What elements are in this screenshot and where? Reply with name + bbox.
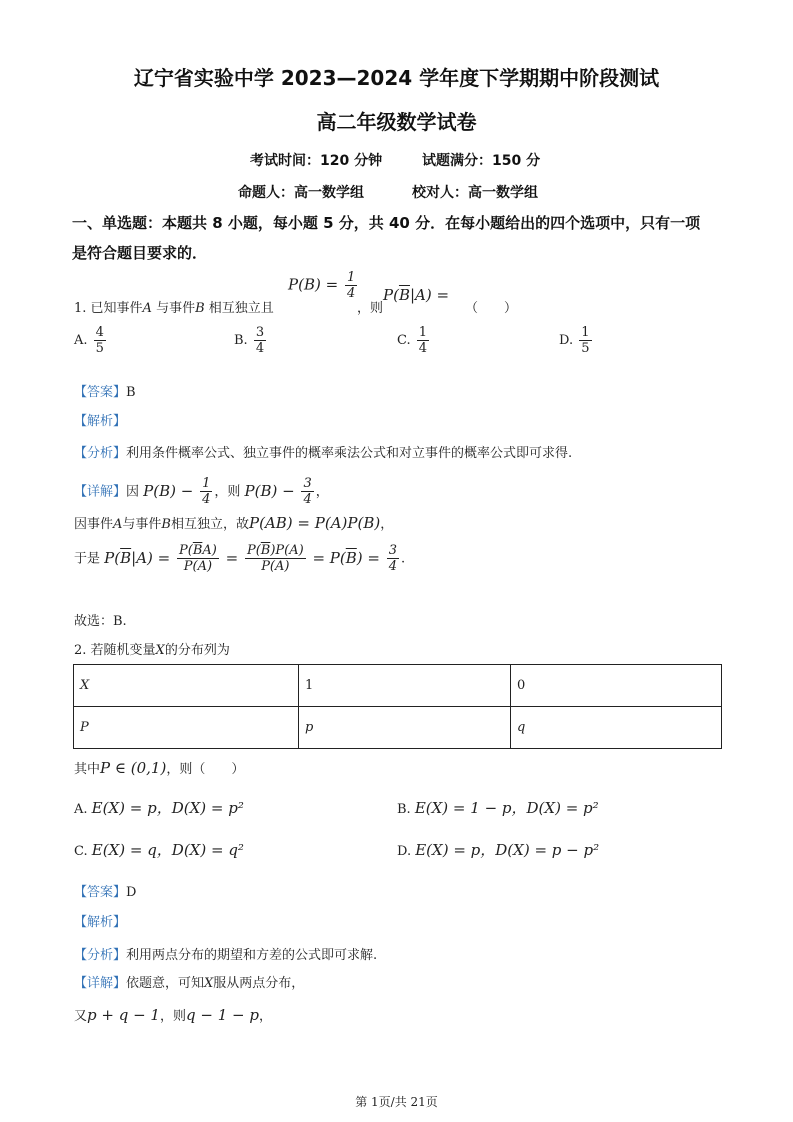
q1-option-a-den: 5: [95, 341, 104, 356]
q1-stem-text: 1. 已知事件: [74, 301, 143, 316]
q2-fenxi-text: 利用两点分布的期望和方差的公式即可求解.: [126, 948, 378, 963]
q1-detail1-pre: 因: [126, 484, 140, 500]
q1-analysis-tag: 【解析】: [74, 414, 127, 429]
table-row: [74, 665, 722, 707]
full-score: 试题满分：150 分: [422, 153, 541, 169]
q2-option-a-label: A.: [74, 802, 88, 817]
q1-option-a-num: 4: [95, 325, 104, 340]
table-cell: q: [511, 707, 722, 749]
q1-xiangjie-tag: 【详解】: [74, 484, 127, 500]
q2-option-c-label: C.: [74, 844, 88, 859]
reviewer: 校对人：高一数学组: [412, 185, 538, 201]
q2-cond-pre: 其中: [74, 762, 101, 777]
q2-detail-line2: 又p + q − 1，则q − 1 − p，: [74, 1006, 272, 1024]
q2-option-b[interactable]: B. E(X) = 1 − p，D(X) = p²: [397, 799, 599, 817]
exam-time: 考试时间：120 分钟: [250, 153, 383, 169]
q2-cond-tail: ，则（ ）: [166, 762, 245, 777]
document-subtitle: 高二年级数学试卷: [316, 110, 477, 134]
q1-then: ，则: [357, 301, 384, 316]
q1-paren: （ ）: [465, 301, 518, 316]
q2-option-d[interactable]: D. E(X) = p，D(X) = p − p²: [397, 841, 600, 859]
page-number: 第 1页/共 21页: [355, 1095, 438, 1109]
q1-option-c-den: 4: [418, 341, 428, 356]
q1-stem: [74, 297, 274, 316]
q2-xiangjie-tag: 【详解】: [74, 976, 127, 991]
q2-option-d-label: D.: [397, 844, 412, 859]
q2-option-b-label: B.: [397, 802, 411, 817]
q2-detail1-tail: 服从两点分布，: [213, 976, 305, 991]
q1-stem-mid: 与事件: [156, 301, 196, 316]
q2-var: X: [155, 643, 165, 658]
section-intro-line2: 是符合题目要求的．: [72, 244, 208, 262]
q2-option-a[interactable]: A. E(X) = p，D(X) = p²: [74, 799, 244, 817]
q1-answer-value: B: [126, 385, 136, 400]
q2-analysis-tag: 【解析】: [74, 915, 127, 930]
q1-option-a-label: A.: [74, 333, 88, 348]
q2-condition: 其中P ∈ (0,1)，则（ ）: [74, 759, 245, 777]
table-row: [74, 707, 722, 749]
q1-option-c-label: C.: [397, 333, 411, 348]
q2-detail2-pre: 又: [74, 1009, 88, 1024]
q1-query-formula: $P(\overline{B}|A)$ =: [383, 286, 450, 304]
q1-option-b-num: 3: [255, 325, 265, 340]
q1-conclusion: 故选：B.: [74, 614, 127, 629]
q1-detail3-pre: 于是: [74, 551, 101, 567]
q1-var-a: A: [142, 301, 152, 316]
q1-fenxi: [74, 442, 572, 461]
q2-answer-value: D: [126, 885, 137, 900]
section-intro-line1: 一、单选题：本题共 8 小题，每小题 5 分，共 40 分．在每小题给出的四个选项中，只有一项: [72, 214, 701, 232]
q1-given-formula: P(B) = $\frac{1}{4}$: [288, 270, 356, 301]
q1-detail2-b: 与事件: [122, 517, 162, 532]
q1-var-b: B: [195, 301, 205, 316]
q1-option-b-label: B.: [234, 333, 248, 348]
q1-stem-tail: 相互独立且: [208, 301, 274, 316]
q2-option-c[interactable]: C. E(X) = q，D(X) = q²: [74, 841, 244, 859]
table-cell: P: [74, 707, 299, 749]
q2-distribution-table: [73, 664, 722, 749]
q2-detail-line1: 【详解】依题意，可知X服从两点分布，: [74, 976, 305, 991]
q2-answer: [74, 881, 136, 900]
q2-detail1-text: 依题意，可知: [126, 976, 205, 991]
author: 命题人：高一数学组: [238, 185, 364, 201]
document-title: 辽宁省实验中学 2023—2024 学年度下学期期中阶段测试: [133, 66, 660, 90]
table-cell: 0: [511, 665, 722, 707]
q1-answer-tag: 【答案】: [74, 385, 127, 400]
q1-option-c[interactable]: [397, 325, 431, 356]
q1-option-b-den: 4: [255, 341, 265, 356]
q2-stem-text: 2. 若随机变量: [74, 643, 156, 658]
q1-option-d[interactable]: [559, 325, 594, 356]
q2-stem: [74, 639, 230, 658]
q1-option-d-num: 1: [581, 325, 590, 340]
q1-option-d-den: 5: [581, 341, 590, 356]
table-cell: 1: [299, 665, 511, 707]
table-cell: p: [299, 707, 511, 749]
q1-option-a[interactable]: [74, 325, 108, 356]
q1-fenxi-text: 利用条件概率公式、独立事件的概率乘法公式和对立事件的概率公式即可求得.: [126, 446, 573, 461]
q1-option-d-label: D.: [559, 333, 574, 348]
q1-detail2-c: 相互独立，故: [170, 517, 249, 532]
table-cell: X: [74, 665, 299, 707]
q2-answer-tag: 【答案】: [74, 885, 127, 900]
q1-detail-line3: 于是 $P(\overline{B}|A)$ = $\frac{P(\overline{B}A)}{P(A)}$ = $\frac{P(\overline{B})P(A)}{P(A)}$ = $P(\overline{B})$ = $\frac{3}{4}$ .: [74, 543, 406, 574]
q1-detail-line1: 【详解】因 P(B) − $\frac{1}{4}$ ，则 P(B) − $\frac{3}{4}$ ，: [74, 476, 329, 507]
q1-option-c-num: 1: [418, 325, 428, 340]
q2-fenxi: [74, 944, 377, 963]
q2-detail2-mid: ，则: [159, 1009, 186, 1024]
q1-fenxi-tag: 【分析】: [74, 446, 127, 461]
q1-detail-line2: 因事件A与事件B相互独立，故P(AB) = P(A)P(B)，: [74, 514, 394, 532]
q1-option-b[interactable]: [234, 325, 268, 356]
q1-detail1-mid: ，则: [214, 484, 241, 500]
q1-answer: [74, 381, 136, 400]
q2-stem-tail: 的分布列为: [164, 643, 230, 658]
q2-fenxi-tag: 【分析】: [74, 948, 127, 963]
q1-detail2-text: 因事件: [74, 517, 114, 532]
